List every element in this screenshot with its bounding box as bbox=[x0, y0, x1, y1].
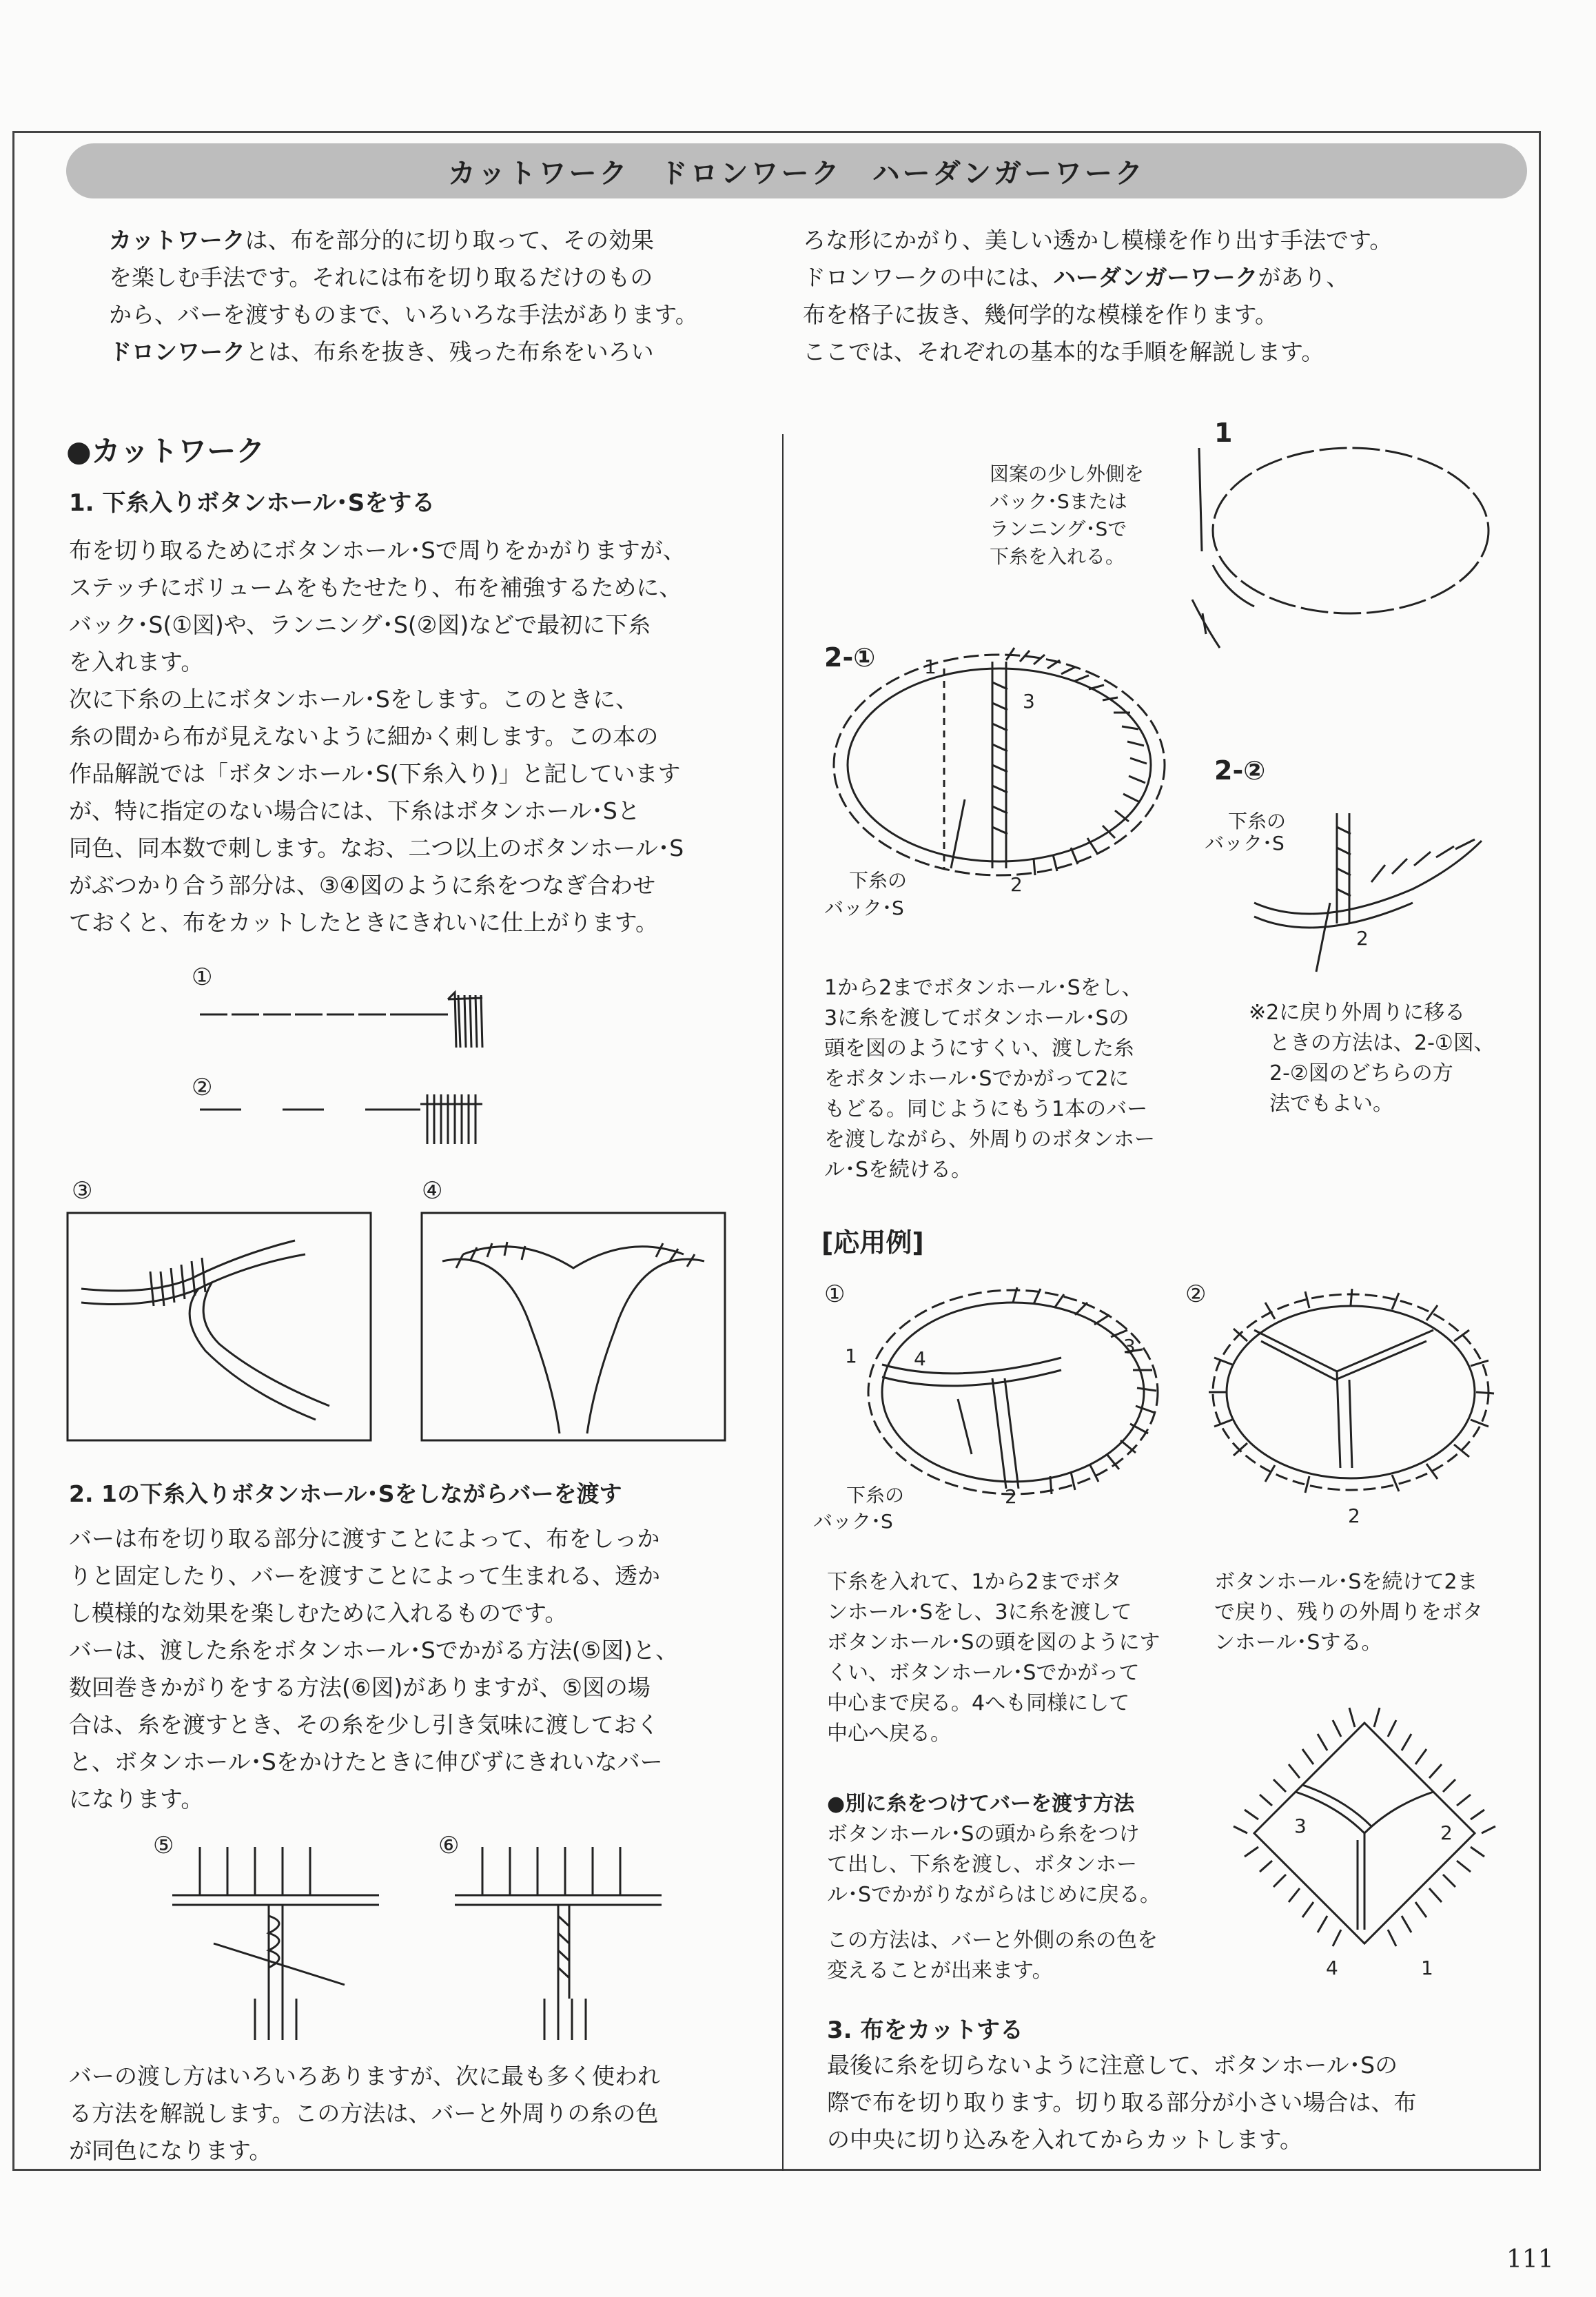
paragraph-line: バーは布を切り取る部分に渡すことによって、布をしっか bbox=[69, 1525, 660, 1552]
applied2-point-2: 2 bbox=[1348, 1504, 1360, 1527]
caption-line: 下糸の bbox=[1228, 810, 1287, 833]
caption-line: 1から2までボタンホール･Sをし、 bbox=[824, 976, 1143, 1000]
applied-figure-number-2: ② bbox=[1185, 1280, 1207, 1308]
figure-number-6: ⑥ bbox=[438, 1832, 460, 1859]
caption-line: ランニング･Sで bbox=[990, 518, 1127, 540]
figure-number-5: ⑤ bbox=[153, 1832, 174, 1859]
diamond-bar-diagram bbox=[1234, 1702, 1495, 1964]
paragraph-line: し模様的な効果を楽しむために入れるものです。 bbox=[69, 1600, 568, 1626]
paragraph-line: が同色になります。 bbox=[69, 2137, 272, 2164]
separate-thread-heading: ●別に糸をつけてバーを渡す方法 bbox=[827, 1792, 1135, 1816]
diamond-point-1: 1 bbox=[1421, 1957, 1433, 1979]
section-heading-cutwork: ●カットワーク bbox=[66, 434, 265, 468]
step3-heading: 3. 布をカットする bbox=[827, 2017, 1024, 2044]
paragraph-line: バーは、渡した糸をボタンホール･Sでかがる方法(⑤図)と、 bbox=[69, 1637, 679, 1664]
fig2-1-point-1: 1 bbox=[924, 655, 937, 678]
intro-line: を楽しむ手法です。それには布を切り取るだけのもの bbox=[109, 264, 653, 291]
caption-line: バック･S bbox=[1205, 832, 1285, 855]
paragraph-line: 最後に糸を切らないように注意して、ボタンホール･Sの bbox=[827, 2052, 1398, 2079]
note-line: ※2に戻り外周りに移る bbox=[1249, 1001, 1466, 1025]
intro-line: ドロンワークとは、布糸を抜き、残った布糸をいろい bbox=[109, 338, 654, 365]
caption-line: 下糸の bbox=[846, 1484, 905, 1507]
paragraph-line: と、ボタンホール･Sをかけたときに伸びずにきれいなバー bbox=[69, 1748, 663, 1775]
paragraph-line: の中央に切り込みを入れてからカットします。 bbox=[827, 2126, 1303, 2153]
figure-number-1: ① bbox=[192, 963, 213, 991]
applied1-point-3: 3 bbox=[1123, 1335, 1136, 1358]
caption-line: を渡しながら、外周りのボタンホー bbox=[824, 1127, 1155, 1152]
paragraph-line: 合は、糸を渡すとき、その糸を少し引き気味に渡しておく bbox=[69, 1711, 659, 1738]
caption-line: ボタンホール･Sの頭から糸をつけ bbox=[827, 1822, 1140, 1846]
step1-heading: 1. 下糸入りボタンホール･Sをする bbox=[69, 489, 436, 517]
figure-number-3: ③ bbox=[72, 1177, 93, 1205]
note-line: 2-②図のどちらの方 bbox=[1249, 1061, 1453, 1085]
figure-number-4: ④ bbox=[422, 1177, 443, 1205]
caption-line: バック･Sまたは bbox=[990, 490, 1127, 513]
note-line: 変えることが出来ます。 bbox=[827, 1959, 1053, 1983]
diamond-point-4: 4 bbox=[1326, 1957, 1338, 1979]
caption-line: をボタンホール･Sでかがって2に bbox=[824, 1067, 1129, 1091]
paragraph-line: 同色、同本数で刺します。なお、二つ以上のボタンホール･S bbox=[69, 835, 684, 861]
paragraph-line: ておくと、布をカットしたときにきれいに仕上がります。 bbox=[69, 909, 659, 936]
applied-figure-number-1: ① bbox=[824, 1280, 846, 1308]
caption-line: ル･Sを続ける。 bbox=[824, 1158, 972, 1182]
paragraph-line: が、特に指定のない場合には、下糸はボタンホール･Sと bbox=[69, 797, 640, 824]
page-title: カットワーク ドロンワーク ハーダンガーワーク bbox=[448, 158, 1145, 190]
applied1-point-1: 1 bbox=[845, 1345, 857, 1367]
joined-buttonhole-diagram-3 bbox=[68, 1213, 371, 1440]
intro-line: ドロンワークの中には、ハーダンガーワークがあり、 bbox=[803, 264, 1349, 291]
paragraph-line: 際で布を切り取ります。切り取る部分が小さい場合は、布 bbox=[827, 2089, 1417, 2116]
paragraph-line: バック･S(①図)や、ランニング･S(②図)などで最初に下糸 bbox=[69, 611, 651, 638]
caption-line: 図案の少し外側を bbox=[990, 462, 1145, 485]
caption-line: 下糸を入れる。 bbox=[990, 545, 1125, 568]
backstitch-underlay-diagram bbox=[200, 979, 489, 1061]
paragraph-line: 布を切り取るためにボタンホール･Sで周りをかがりますが、 bbox=[69, 537, 686, 564]
paragraph-line: る方法を解説します。この方法は、バーと外周りの糸の色 bbox=[69, 2100, 659, 2127]
figure-number-2: ② bbox=[192, 1074, 213, 1101]
caption-line: バック･S bbox=[824, 897, 904, 919]
caption-line: ンホール･Sする。 bbox=[1214, 1631, 1382, 1655]
applied1-point-4: 4 bbox=[914, 1347, 926, 1370]
intro-line: ここでは、それぞれの基本的な手順を解説します。 bbox=[803, 338, 1324, 365]
runningstitch-underlay-diagram bbox=[200, 1089, 489, 1165]
caption-line: くい、ボタンホール･Sでかがって bbox=[827, 1661, 1140, 1685]
caption-line: 3に糸を渡してボタンホール･Sの bbox=[824, 1006, 1129, 1030]
applied-heading: [応用例] bbox=[821, 1227, 924, 1258]
applied1-point-2: 2 bbox=[1005, 1485, 1017, 1508]
column-divider bbox=[782, 434, 784, 2171]
caption-line: ボタンホール･Sの頭を図のようにす bbox=[827, 1631, 1160, 1655]
intro-line: カットワークは、布を部分的に切り取って、その効果 bbox=[109, 227, 655, 254]
applied-diagram-1 bbox=[855, 1282, 1172, 1509]
note-line: ときの方法は、2-①図、 bbox=[1249, 1031, 1495, 1055]
caption-line: ボタンホール･Sを続けて2ま bbox=[1214, 1570, 1478, 1594]
fig2-2-point-2: 2 bbox=[1356, 927, 1369, 950]
caption-line: もどる。同じようにもう1本のバー bbox=[824, 1097, 1148, 1121]
fig1-number: 1 bbox=[1214, 418, 1233, 448]
title-banner bbox=[66, 143, 1527, 198]
fig2-2-label: 2-② bbox=[1214, 755, 1266, 786]
diamond-point-3: 3 bbox=[1294, 1815, 1307, 1837]
caption-line: ンホール･Sをし、3に糸を渡して bbox=[827, 1600, 1132, 1624]
step2-heading: 2. 1の下糸入りボタンホール･Sをしながらバーを渡す bbox=[69, 1480, 622, 1507]
caption-line: て出し、下糸を渡し、ボタンホー bbox=[827, 1852, 1137, 1877]
paragraph-line: 数回巻きかがりをする方法(⑥図)がありますが、⑤図の場 bbox=[69, 1674, 651, 1701]
applied-diagram-2 bbox=[1199, 1289, 1502, 1509]
caption-line: 頭を図のようにすくい、渡した糸 bbox=[824, 1037, 1134, 1061]
page-number: 111 bbox=[1506, 2245, 1554, 2274]
paragraph-line: 次に下糸の上にボタンホール･Sをします。このときに、 bbox=[69, 686, 639, 713]
paragraph-line: ステッチにボリュームをもたせたり、布を補強するために、 bbox=[69, 574, 682, 601]
fig2-1-label: 2-① bbox=[824, 642, 876, 673]
paragraph-line: 糸の間から布が見えないように細かく刺します。この本の bbox=[69, 723, 659, 750]
paragraph-line: になります。 bbox=[69, 1786, 204, 1813]
caption-line: バック･S bbox=[813, 1510, 893, 1533]
bar-whipstitch-diagram bbox=[455, 1847, 675, 2047]
caption-line: 下糸を入れて、1から2までボタ bbox=[827, 1570, 1122, 1594]
intro-line: ろな形にかがり、美しい透かし模様を作り出す手法です。 bbox=[803, 227, 1393, 254]
paragraph-line: を入れます。 bbox=[69, 649, 204, 675]
caption-line: 下糸の bbox=[849, 869, 908, 892]
fig2-1-point-3: 3 bbox=[1023, 690, 1035, 713]
paragraph-line: 作品解説では「ボタンホール･S(下糸入り)」と記しています bbox=[69, 760, 681, 787]
note-line: この方法は、バーと外側の糸の色を bbox=[827, 1928, 1158, 1952]
diamond-point-2: 2 bbox=[1440, 1821, 1453, 1844]
caption-line: 中心へ戻る。 bbox=[827, 1722, 951, 1746]
bar-crossing-diagram-2-1 bbox=[834, 641, 1178, 903]
paragraph-line: りと固定したり、バーを渡すことによって生まれる、透か bbox=[69, 1562, 660, 1589]
bar-buttonhole-diagram bbox=[172, 1847, 393, 2047]
paragraph-line: がぶつかり合う部分は、③④図のように糸をつなぎ合わせ bbox=[69, 872, 656, 899]
joined-buttonhole-diagram-4 bbox=[422, 1213, 725, 1440]
caption-line: で戻り、残りの外周りをボタ bbox=[1214, 1600, 1483, 1624]
caption-line: ル･Sでかがりながらはじめに戻る。 bbox=[827, 1883, 1161, 1907]
intro-line: 布を格子に抜き、幾何学的な模様を作ります。 bbox=[803, 301, 1278, 328]
caption-line: 中心まで戻る。4へも同様にして bbox=[827, 1691, 1130, 1715]
fig2-1-point-2: 2 bbox=[1010, 873, 1023, 896]
intro-line: から、バーを渡すものまで、いろいろな手法があります。 bbox=[109, 301, 698, 328]
note-line: 法でもよい。 bbox=[1249, 1092, 1393, 1116]
oval-underlay-diagram bbox=[1172, 427, 1502, 655]
paragraph-line: バーの渡し方はいろいろありますが、次に最も多く使われ bbox=[69, 2063, 660, 2090]
